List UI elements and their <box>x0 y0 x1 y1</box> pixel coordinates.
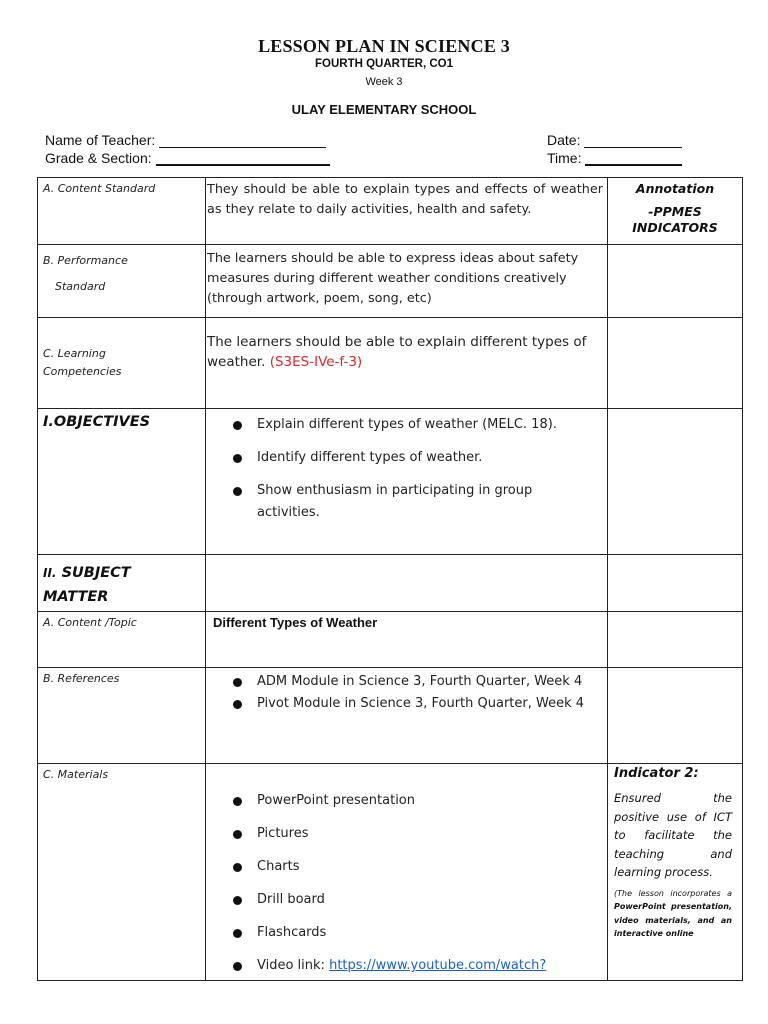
indicator-text: Ensured the positive use of ICT to facilitate the teaching and learning process. <box>614 791 732 879</box>
row-performance-standard <box>38 245 743 318</box>
learning-competencies-text <box>206 318 607 372</box>
row-references <box>38 668 743 764</box>
performance-label-2: Standard <box>55 280 106 293</box>
bullet-icon <box>233 678 242 687</box>
annotation-subtitle-2: INDICATORS <box>632 220 718 235</box>
grade-section-field <box>45 150 330 166</box>
subject-matter-heading <box>38 555 205 609</box>
content-topic-label: A. Content /Topic <box>43 616 137 629</box>
time-blank-line <box>585 152 682 166</box>
subject-matter-label-1: SUBJECT <box>61 565 131 581</box>
annotation-title: Annotation <box>635 181 715 196</box>
teacher-blank-line <box>159 134 326 148</box>
week-label: Week 3 <box>365 76 403 88</box>
bullet-icon <box>233 830 242 839</box>
competencies-text: The learners should be able to explain different types of weather. <box>207 334 587 370</box>
bullet-icon <box>233 487 242 496</box>
document-title: LESSON PLAN IN SCIENCE 3 <box>258 36 510 56</box>
content-standard-label: A. Content Standard <box>43 182 156 195</box>
subject-matter-prefix: II. <box>43 566 57 580</box>
references-list <box>206 668 607 714</box>
row-content-topic <box>38 612 743 668</box>
row-objectives <box>38 409 743 555</box>
list-item: Explain different types of weather (MELC. 18). <box>233 414 607 436</box>
list-item: Pivot Module in Science 3, Fourth Quarter, Week 4 <box>233 694 607 714</box>
grade-label: Grade & Section: <box>45 150 152 166</box>
list-item: Flashcards <box>233 923 607 943</box>
video-link-label: Video link: <box>257 958 325 973</box>
time-label: Time: <box>547 150 582 166</box>
row-content-standard <box>38 178 743 245</box>
content-topic-text: Different Types of Weather <box>213 615 378 630</box>
indicator-title: Indicator 2: <box>614 766 699 781</box>
materials-list <box>206 764 607 976</box>
grade-blank-line <box>156 152 330 166</box>
quarter-subtitle: FOURTH QUARTER, CO1 <box>315 58 453 70</box>
bullet-icon <box>233 421 242 430</box>
list-item: ADM Module in Science 3, Fourth Quarter, Week 4 <box>233 672 607 692</box>
list-item <box>233 956 607 976</box>
bullet-icon <box>233 797 242 806</box>
competencies-label-2: Competencies <box>43 365 122 378</box>
competencies-label-1: C. Learning <box>43 347 106 360</box>
bullet-icon <box>233 962 242 971</box>
annotation-header <box>608 178 742 236</box>
list-item: Pictures <box>233 824 607 844</box>
subject-matter-label-2: MATTER <box>43 589 109 605</box>
bullet-icon <box>233 863 242 872</box>
bullet-icon <box>233 454 242 463</box>
list-item: Drill board <box>233 890 607 910</box>
lesson-plan-table <box>37 177 743 981</box>
row-subject-matter <box>38 555 743 612</box>
video-link[interactable]: https://www.youtube.com/watch? <box>329 958 547 973</box>
bullet-icon <box>233 700 242 709</box>
date-field <box>547 132 682 148</box>
learning-competencies-label <box>38 318 205 381</box>
date-label: Date: <box>547 132 581 148</box>
school-name: ULAY ELEMENTARY SCHOOL <box>291 102 477 117</box>
performance-standard-text: The learners should be able to express ideas about safety measures during different weather conditions creatively (through artwork, poem, song, etc) <box>207 251 579 306</box>
annotation-subtitle-1: -PPMES <box>648 204 702 219</box>
indicator-note-1: (The lesson incorporates a <box>614 888 732 898</box>
date-blank-line <box>584 134 682 148</box>
performance-label-1: B. Performance <box>43 254 128 267</box>
teacher-label: Name of Teacher: <box>45 132 156 148</box>
references-label: B. References <box>43 672 120 685</box>
competency-code: (S3ES-IVe-f-3) <box>269 354 363 370</box>
objectives-list <box>206 409 607 524</box>
indicator-note-2: PowerPoint presentation, video materials, and an interactive online <box>614 902 732 938</box>
list-item: Identify different types of weather. <box>233 447 607 469</box>
bullet-icon <box>233 896 242 905</box>
row-materials <box>38 764 743 981</box>
time-field <box>547 150 682 166</box>
performance-standard-label <box>38 245 205 300</box>
objectives-heading: I.OBJECTIVES <box>43 414 151 430</box>
list-item: PowerPoint presentation <box>233 791 607 811</box>
indicator-note <box>608 882 742 941</box>
materials-label: C. Materials <box>43 768 109 781</box>
content-standard-text: They should be able to explain types and effects of weather as they relate to daily activities, health and safety. <box>207 182 603 217</box>
list-item: Show enthusiasm in participating in group activities. <box>233 480 607 524</box>
row-learning-competencies <box>38 318 743 409</box>
teacher-name-field <box>45 132 326 148</box>
list-item: Charts <box>233 857 607 877</box>
bullet-icon <box>233 929 242 938</box>
